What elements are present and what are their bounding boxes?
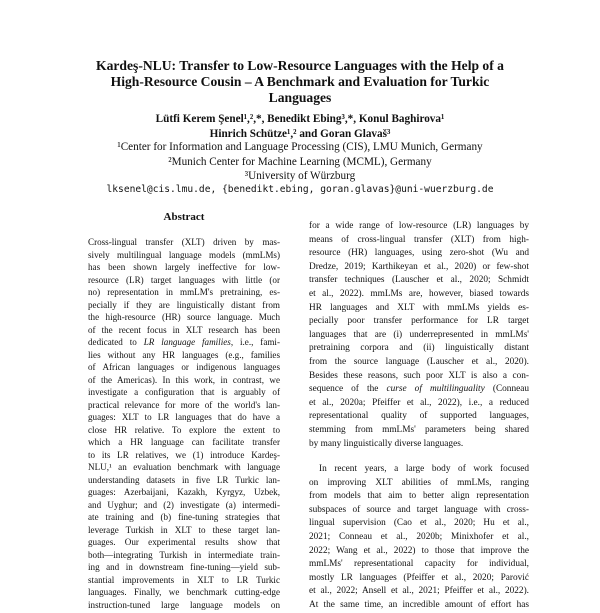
affiliation-list (60, 140, 540, 184)
text-run: , i.e., fami- (230, 337, 280, 347)
paper-title (60, 58, 540, 106)
body-line: stemming from mmLMs' parameters being shared (309, 424, 529, 435)
body-line-italic (309, 383, 529, 397)
title-line: Kardeş-NLU: Transfer to Low-Resource Languages with the Help of a (96, 58, 504, 73)
abstract-line: practical relevance for more of the world's lan- (88, 399, 280, 410)
body-line: from the source language (Lauscher et al., 2020). (309, 356, 529, 367)
abstract-line: Cross-lingual transfer (XLT) driven by mas- (88, 237, 280, 247)
abstract-line: and Uyghur; and (2) investigate (a) intermedi- (88, 499, 280, 510)
body-line: HR languages and XLT with mmLMs yields es- (309, 302, 529, 313)
abstract-line: languages. Finally, we benchmark cutting-edge (88, 587, 280, 597)
text-run: dedicated to (88, 337, 144, 347)
title-line: Languages (268, 90, 332, 105)
author-list (60, 112, 540, 142)
body-line: means of cross-lingual transfer (XLT) from high- (309, 234, 529, 245)
author-emails: lksenel@cis.lmu.de, {benedikt.ebing, goran.glavas}@uni-wuerzburg.de (106, 184, 494, 195)
abstract-line: guages. Our experimental results show that (88, 537, 280, 547)
abstract-line: the high-resource (HR) source language. Much (88, 312, 280, 322)
body-column-right (309, 220, 529, 613)
abstract-line: of the Americas). In this work, in contrast, we (88, 374, 280, 385)
body-line: At the same time, an incredible amount of effort has (309, 600, 529, 611)
abstract-line: has been shown largely ineffective for low- (88, 262, 280, 272)
abstract-line: pecially if they are linguistically distant from (88, 299, 280, 310)
body-line: lingual supervision (Cao et al., 2020; Hu et al., (309, 518, 529, 529)
body-line: 2021; Conneau et al., 2020b; Minixhofer et al., (309, 532, 529, 543)
body-line: transfer techniques (Lauscher et al., 2020; Schmidt (309, 275, 529, 286)
body-line: pecially poor transfer performance for LR target (309, 316, 529, 327)
abstract-line: ate training and (b) fine-tuning strategies that (88, 512, 280, 522)
body-line: Dredze, 2019; Karthikeyan et al., 2020) or few-shot (309, 261, 529, 272)
abstract-line: leverage Turkish in XLT to these target lan- (88, 524, 280, 535)
body-line: mmLMs' representational capacity for individual, (309, 559, 529, 570)
body-line: representational quality of supported languages, (309, 411, 529, 422)
abstract-line: sively multilingual language models (mmLMs) (88, 249, 280, 260)
body-line: In recent years, a large body of work focused (319, 464, 529, 475)
abstract-body (88, 236, 280, 611)
body-line: et al., 2022). mmLMs are, however, biased towards (309, 288, 529, 299)
abstract-line: investigate a configuration that is arguably of (88, 387, 280, 397)
body-line: et al., 2022; Ansell et al., 2021; Pfeiffer et al., 2022). (309, 586, 529, 597)
abstract-line: instruction-tuned large language models on (88, 599, 280, 610)
abstract-line: which a HR language can facilitate transfer (88, 437, 280, 447)
body-line: Besides these reasons, such poor XLT is also a con- (309, 370, 529, 381)
affiliation: ¹Center for Information and Language Processing (CIS), LMU Munich, Germany (117, 141, 483, 153)
abstract-line: of the recent focus in XLT research has been (88, 324, 280, 335)
abstract-line-italic (88, 336, 280, 349)
abstract-line: ing and in downstream fine-tuning—yield sub- (88, 562, 280, 572)
author-line: Hinrich Schütze¹,² and Goran Glavaš³ (209, 128, 391, 140)
abstract-line: stantial improvements in XLT to LR Turkic (88, 574, 280, 585)
paragraph-gap (309, 451, 529, 463)
abstract-line: NLU,¹ an evaluation benchmark with language (88, 462, 280, 472)
title-line: High-Resource Cousin – A Benchmark and Evaluation for Turkic (110, 74, 490, 89)
abstract-line: understanding datasets in five LR Turkic lan- (88, 474, 280, 485)
abstract-line: of African languages or indigenous languages (88, 362, 280, 372)
abstract-line: lies without any HR languages (e.g., families (88, 349, 280, 360)
body-line: subspaces of source and target language with cross- (309, 504, 529, 515)
abstract-line: guages: Azerbaijani, Kazakh, Kyrgyz, Uzbek, (88, 487, 280, 497)
body-line: languages that are (i) underrepresented in mmLMs' (309, 329, 529, 340)
abstract-line: no) representation in mmLM's pretraining, es- (88, 287, 280, 297)
body-line: et al., 2020a; Pfeiffer et al., 2022), i.e., a reduced (309, 397, 529, 408)
abstract-line: both—integrating Turkish in intermediate train- (88, 549, 280, 560)
italic-term: curse of multilinguality (386, 384, 485, 395)
author-line: Lütfi Kerem Şenel¹,²,*, Benedikt Ebing³,*, Konul Baghirova¹ (155, 113, 445, 125)
body-line: on improving XLT abilities of mmLMs, ranging (309, 477, 529, 488)
body-line: mostly LR languages (Pfeiffer et al., 2020; Parović (309, 572, 529, 583)
abstract-line: resource (LR) target languages with little (or (88, 274, 280, 285)
text-run: sequence of the (309, 384, 387, 395)
body-line: from models that aim to better align representation (309, 491, 529, 502)
abstract-line: to its LR relatives, we (1) introduce Kardeş- (88, 449, 280, 460)
abstract-heading: Abstract (163, 211, 205, 223)
text-run: (Conneau (484, 384, 530, 395)
abstract-line: close HR relative. To explore the extent to (88, 424, 280, 435)
body-line: 2022; Wang et al., 2022) to those that improve the (309, 545, 529, 556)
body-line: for a wide range of low-resource (LR) languages by (309, 221, 529, 231)
affiliation: ²Munich Center for Machine Learning (MCML), Germany (168, 155, 432, 168)
italic-term: LR language families (143, 337, 231, 347)
body-line: pretraining corpora and (ii) linguistically distant (309, 343, 529, 354)
affiliation: ³University of Würzburg (244, 170, 356, 182)
body-line: resource (HR) languages, using zero-shot (Wu and (309, 248, 529, 259)
abstract-line: guages: XLT to LR languages that do have a (88, 412, 280, 422)
body-line: by many linguistically diverse languages. (309, 438, 464, 449)
